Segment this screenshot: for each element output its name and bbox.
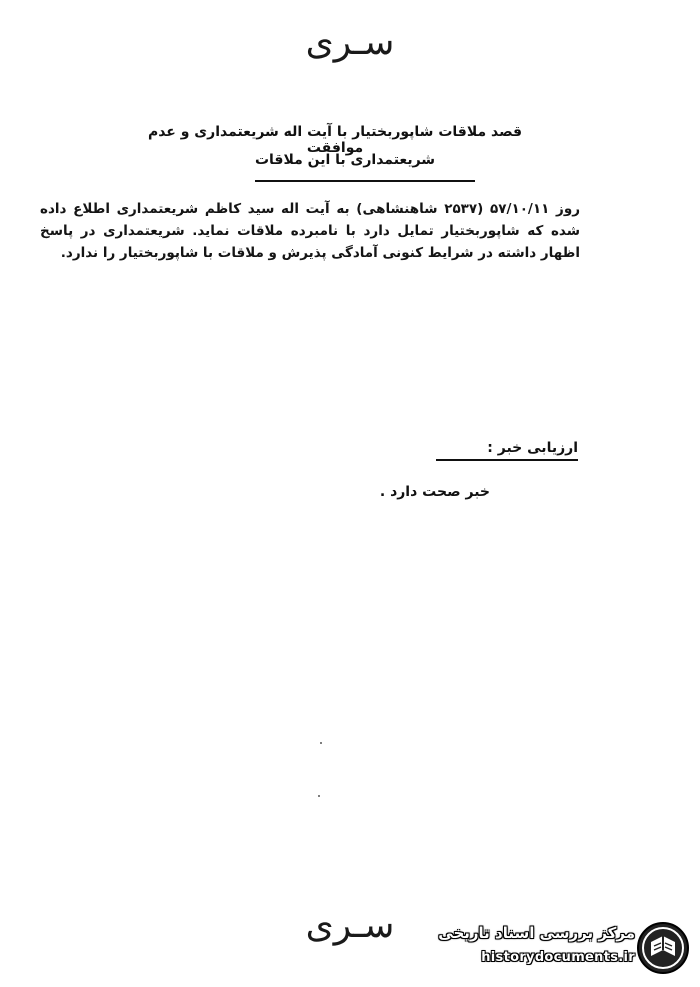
classification-footer: سـری xyxy=(305,905,395,946)
report-body: روز ۵۷/۱۰/۱۱ (۲۵۳۷ شاهنشاهی) به آیت اله سید کاظم شریعتمداری اطلاع داده شده که شاپوربختیار تمایل دارد با نامبرده ملاقات نماید. شریعتمداری در پاسخ اظهار داشته در شرایط کنونی آمادگی پذیرش و ملاقات با شاپوربختیار را ندارد. xyxy=(40,201,580,261)
subject-line-1: قصد ملاقات شاپوربختیار با آیت اله شریعتمداری و عدم موافقت xyxy=(147,124,523,156)
evaluation-label: ارزیابی خبر : xyxy=(487,440,578,456)
classification-header: سـری xyxy=(305,22,395,63)
archive-watermark xyxy=(425,918,695,980)
book-emblem-icon xyxy=(635,920,691,976)
scan-speck xyxy=(320,742,322,744)
subject-underline xyxy=(255,180,475,182)
evaluation-text: خبر صحت دارد . xyxy=(379,484,490,500)
subject-line-2: شریعتمداری با این ملاقات xyxy=(254,152,436,168)
scan-speck xyxy=(318,795,320,797)
watermark-url: historydocuments.ir xyxy=(481,950,635,965)
watermark-title: مرکز بررسی اسناد تاریخی xyxy=(438,924,635,942)
evaluation-underline xyxy=(436,459,578,461)
